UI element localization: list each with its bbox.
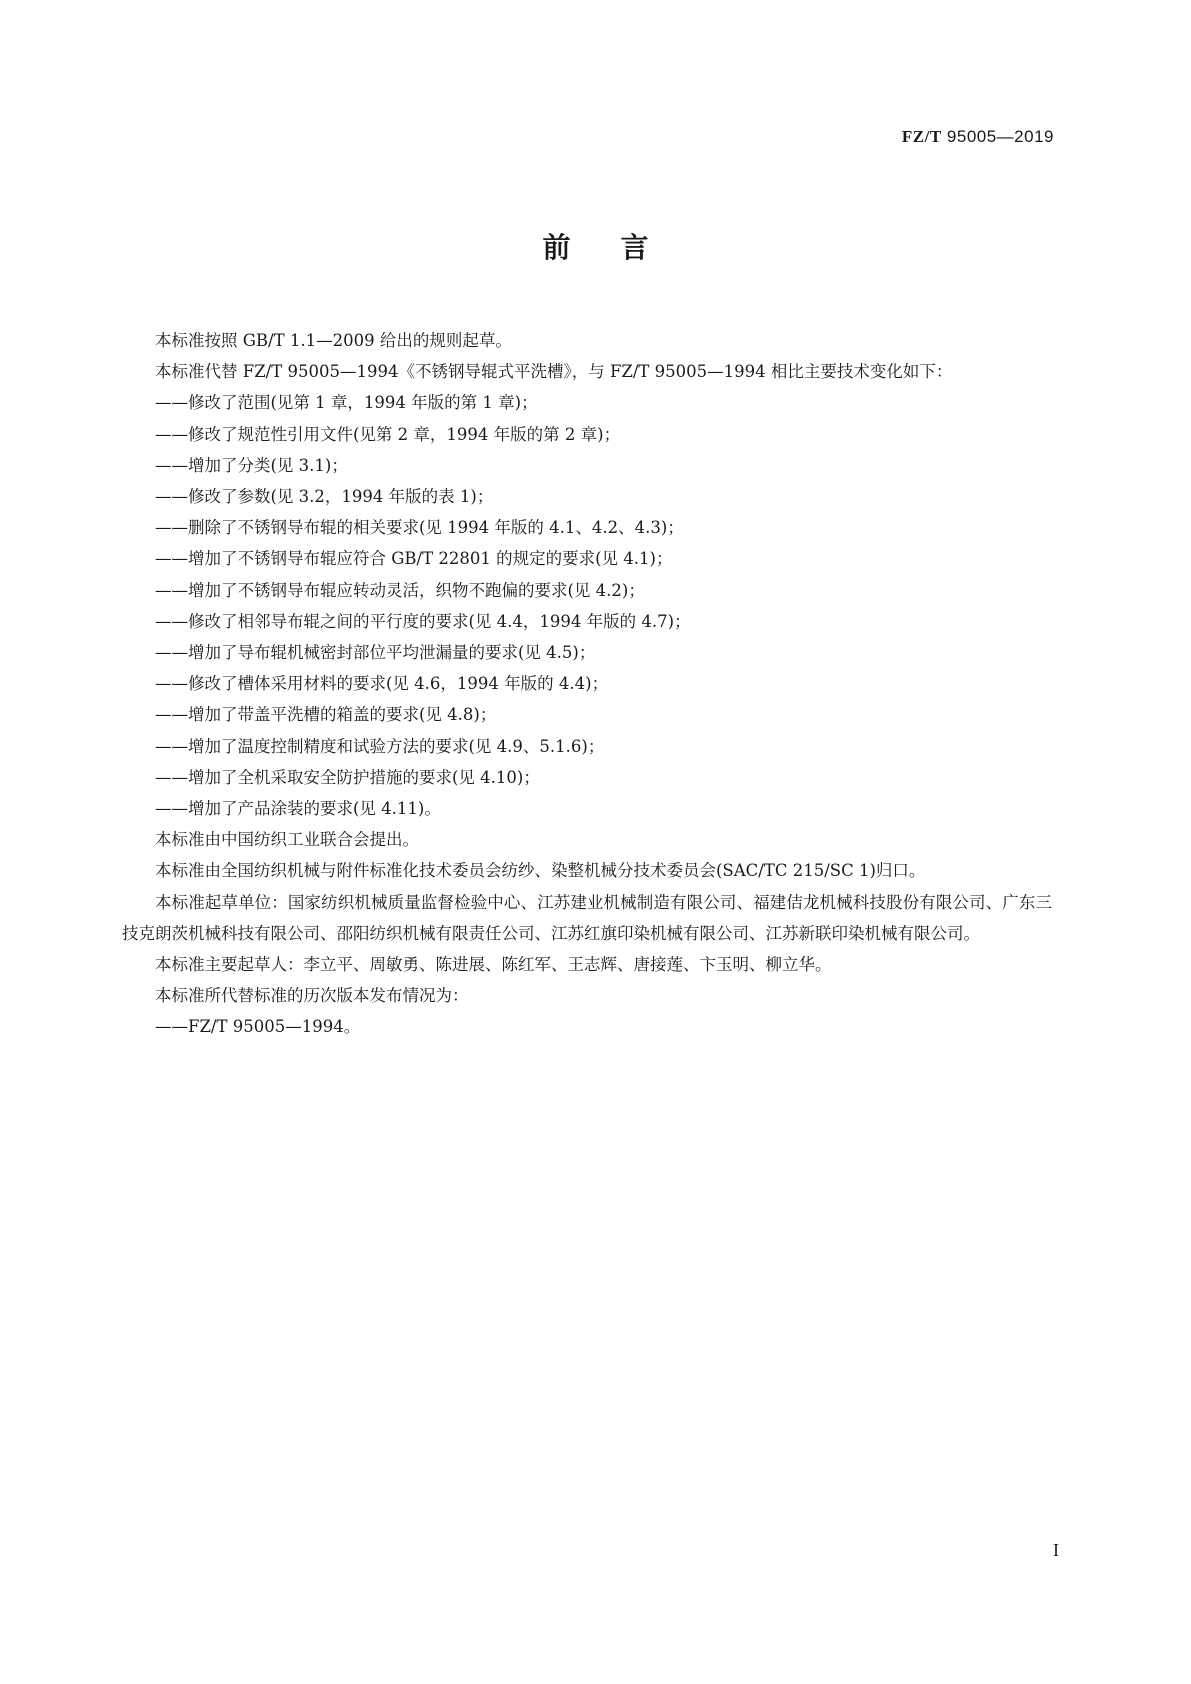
list-item: ——增加了产品涂装的要求(见 4.11)。 [155, 799, 441, 819]
committee-paragraph: 本标准由全国纺织机械与附件标准化技术委员会纺纱、染整机械分技术委员会(SAC/TC 215/SC 1)归口。 [155, 861, 926, 881]
foreword-body [122, 325, 1052, 1043]
page-number: I [1053, 1540, 1059, 1560]
document-code-prefix: FZ/T [901, 127, 942, 146]
list-item: ——增加了全机采取安全防护措施的要求(见 4.10)； [155, 767, 540, 787]
drafting-units-paragraph: 本标准起草单位：国家纺织机械质量监督检验中心、江苏建业机械制造有限公司、福建佶龙机械科技股份有限公司、广东三技克朗茨机械科技有限公司、邵阳纺织机械有限责任公司、江苏红旗印染机械有限公司、江苏新联印染机械有限公司。 [122, 892, 1052, 943]
drafting-rules-paragraph: 本标准按照 GB/T 1.1—2009 给出的规则起草。 [155, 331, 512, 350]
list-item: ——增加了分类(见 3.1)； [155, 455, 348, 475]
proposer-paragraph: 本标准由中国纺织工业联合会提出。 [155, 830, 419, 850]
list-item: ——修改了参数(见 3.2，1994 年版的表 1)； [155, 487, 494, 507]
page-title: 前言 [542, 231, 699, 264]
list-item: ——修改了规范性引用文件(见第 2 章，1994 年版的第 2 章)； [155, 424, 621, 444]
list-item: ——增加了温度控制精度和试验方法的要求(见 4.9、5.1.6)； [155, 736, 605, 756]
list-item: ——增加了不锈钢导布辊应符合 GB/T 22801 的规定的要求(见 4.1)； [155, 549, 673, 569]
drafters-paragraph: 本标准主要起草人：李立平、周敏勇、陈进展、陈红军、王志辉、唐接莲、卞玉明、柳立华。 [155, 955, 832, 975]
list-item: ——删除了不锈钢导布辊的相关要求(见 1994 年版的 4.1、4.2、4.3)； [155, 518, 684, 538]
list-item: ——修改了相邻导布辊之间的平行度的要求(见 4.4，1994 年版的 4.7)； [155, 611, 691, 631]
document-code-number: 95005—2019 [946, 127, 1054, 146]
list-item: ——增加了不锈钢导布辊应转动灵活，织物不跑偏的要求(见 4.2)； [155, 580, 645, 600]
replacement-paragraph: 本标准代替 FZ/T 95005—1994《不锈钢导辊式平洗槽》，与 FZ/T 95005—1994 相比主要技术变化如下： [155, 362, 953, 382]
list-item: ——增加了带盖平洗槽的箱盖的要求(见 4.8)； [155, 705, 497, 725]
list-item: ——增加了导布辊机械密封部位平均泄漏量的要求(见 4.5)； [155, 643, 596, 663]
list-item: ——修改了槽体采用材料的要求(见 4.6，1994 年版的 4.4)； [155, 674, 609, 694]
list-item: ——修改了范围(见第 1 章，1994 年版的第 1 章)； [155, 393, 538, 413]
history-item: ——FZ/T 95005—1994。 [155, 1017, 361, 1037]
history-intro-paragraph: 本标准所代替标准的历次版本发布情况为： [155, 986, 469, 1006]
document-code [902, 127, 1054, 147]
